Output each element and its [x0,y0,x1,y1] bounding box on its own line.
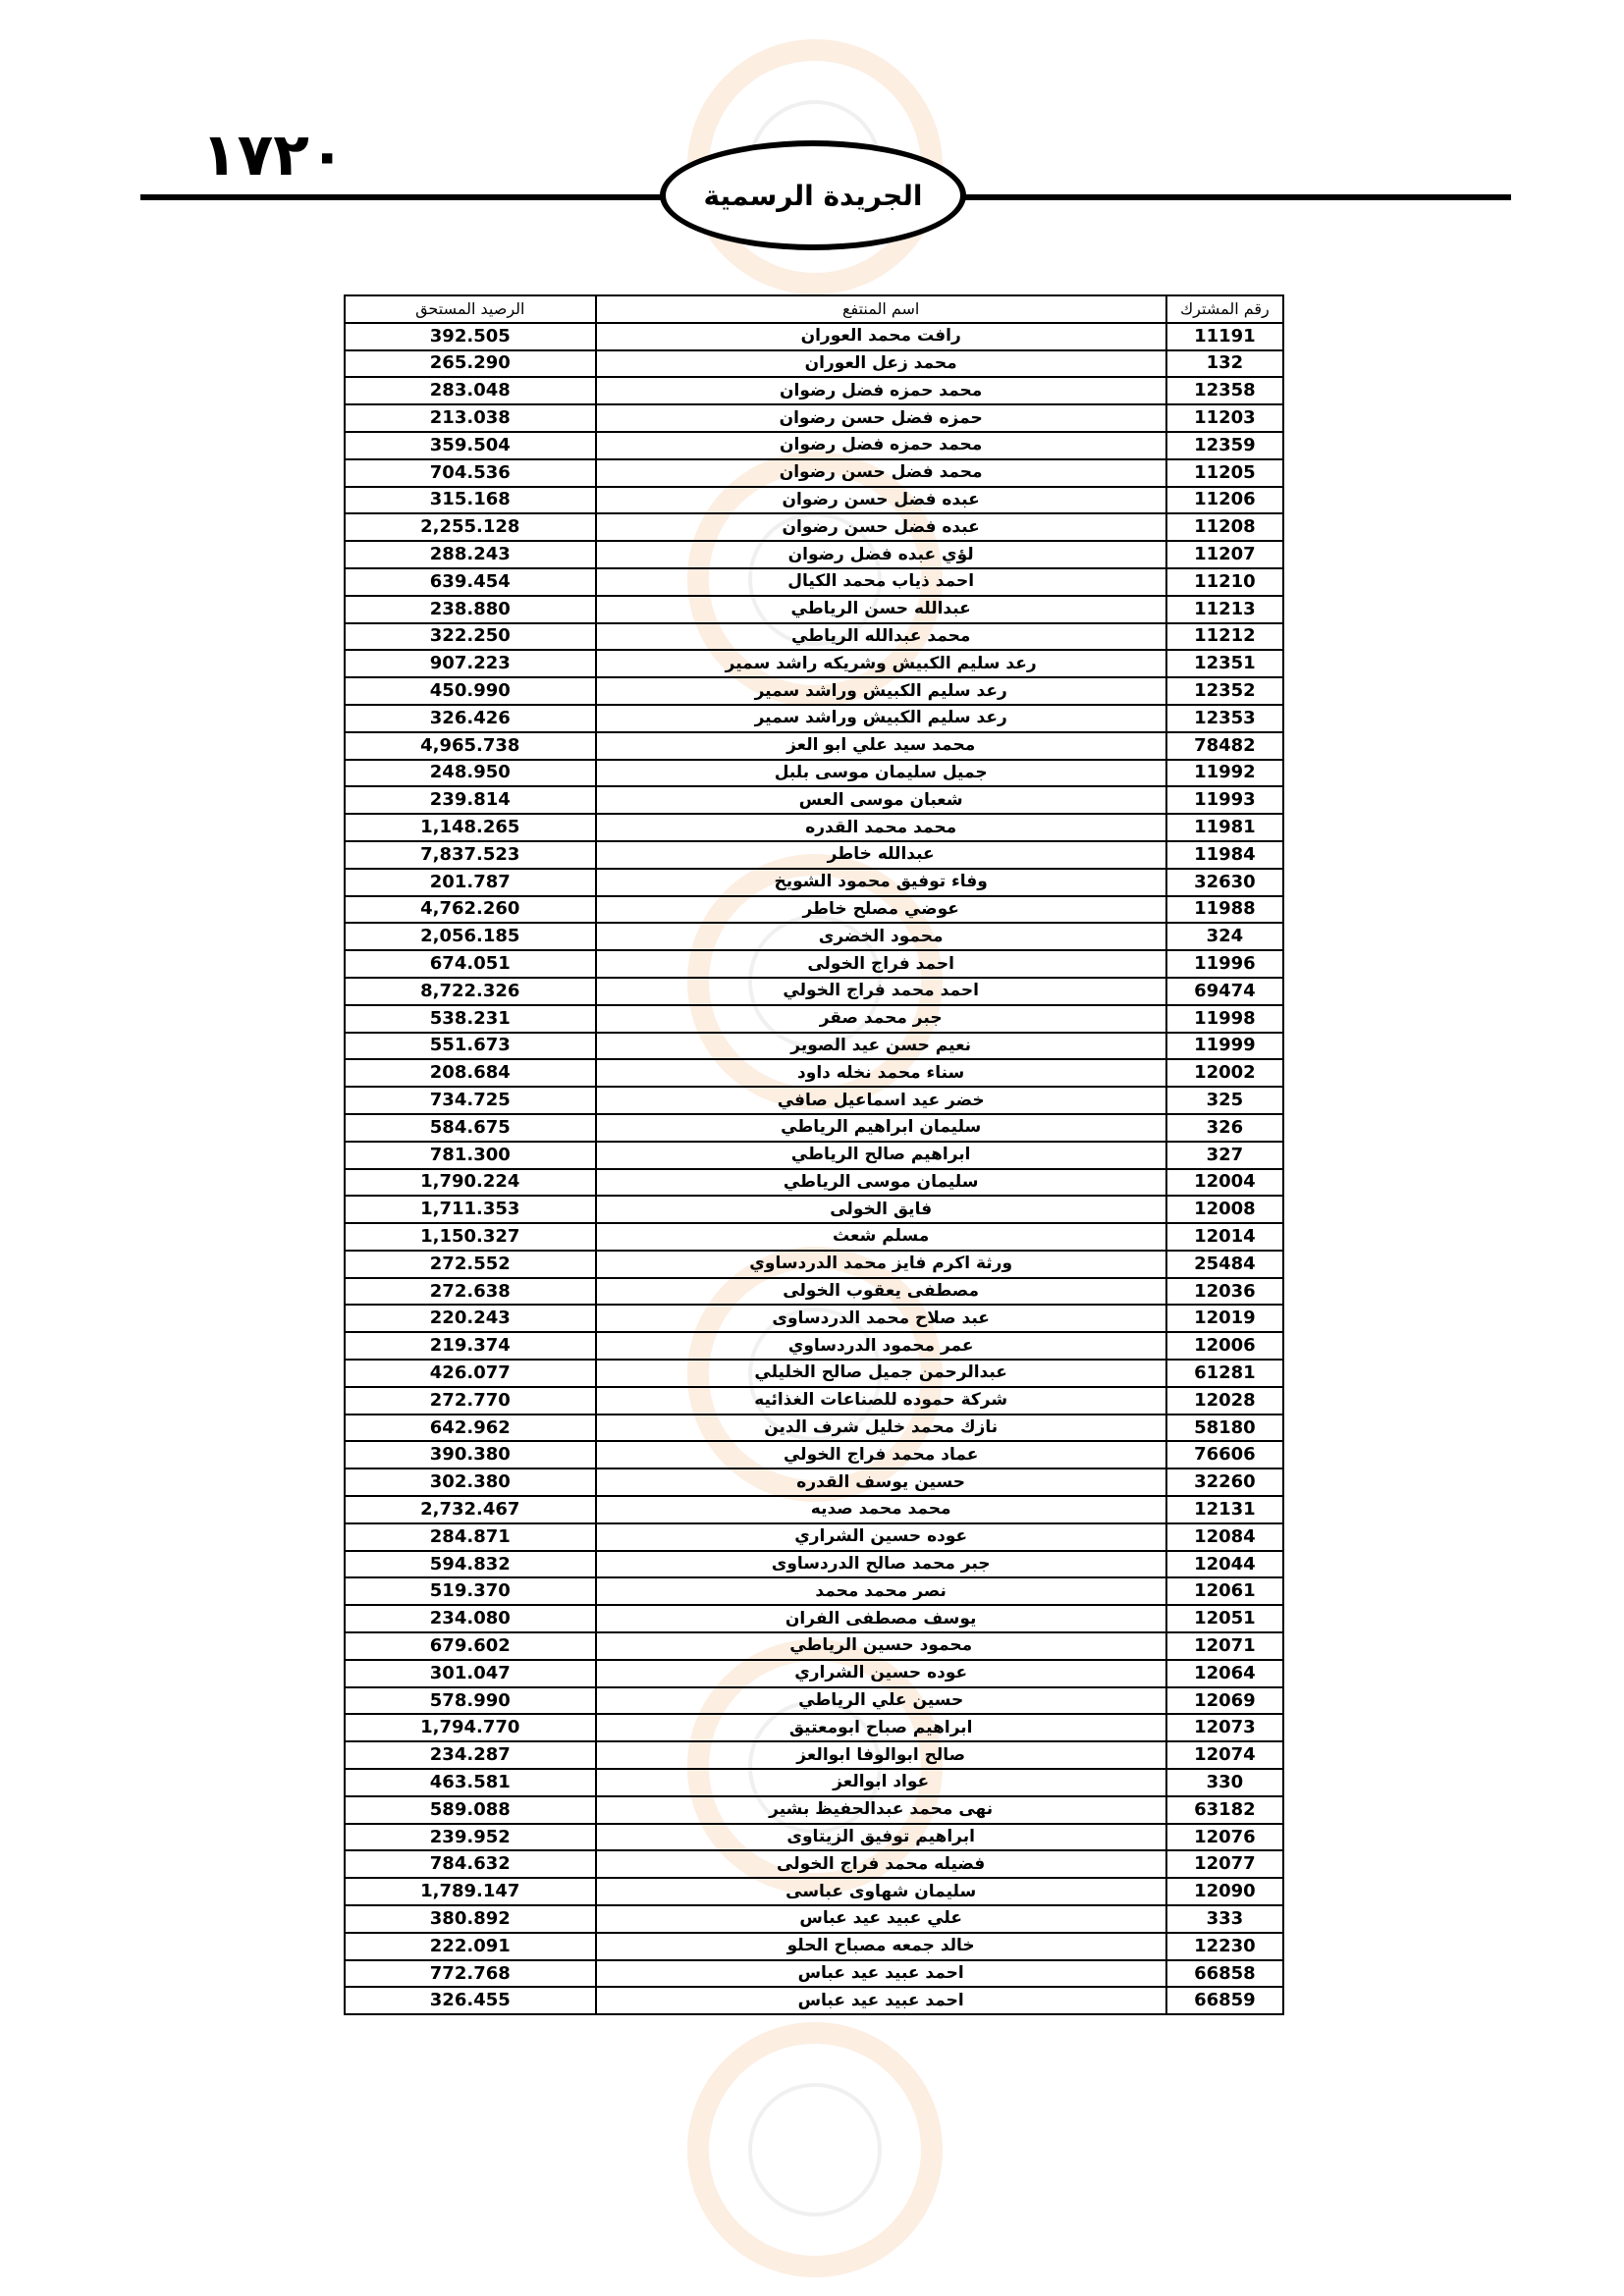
table-row [345,1468,1283,1496]
cell-balance-due: 288.243 [345,541,596,568]
table-row [345,1769,1283,1796]
cell-subscriber-number: 11191 [1166,323,1283,350]
cell-balance-due: 239.952 [345,1824,596,1851]
cell-beneficiary-name: عماد محمد فراج الخولي [596,1441,1166,1468]
cell-subscriber-number: 61281 [1166,1360,1283,1387]
cell-balance-due: 315.168 [345,487,596,514]
table-row [345,1905,1283,1933]
cell-beneficiary-name: عبدالرحمن جميل صالح الخليلي [596,1360,1166,1387]
cell-beneficiary-name: احمد عبيد عيد عباس [596,1960,1166,1988]
cell-balance-due: 594.832 [345,1551,596,1578]
cell-subscriber-number: 11998 [1166,1005,1283,1033]
table-row [345,323,1283,350]
cell-balance-due: 7,837.523 [345,841,596,869]
table-row [345,1714,1283,1741]
cell-subscriber-number: 11993 [1166,786,1283,814]
cell-balance-due: 639.454 [345,568,596,596]
cell-balance-due: 578.990 [345,1687,596,1715]
table-row [345,623,1283,651]
cell-subscriber-number: 12002 [1166,1059,1283,1087]
cell-beneficiary-name: سليمان ابراهيم الرياطي [596,1114,1166,1142]
cell-beneficiary-name: محمد محمد القدره [596,814,1166,841]
cell-subscriber-number: 333 [1166,1905,1283,1933]
cell-beneficiary-name: شركة حموده للصناعات الغذائيه [596,1387,1166,1415]
table-row [345,1605,1283,1632]
cell-beneficiary-name: عمر محمود الدردساوي [596,1332,1166,1360]
cell-balance-due: 907.223 [345,650,596,677]
cell-beneficiary-name: ابراهيم صالح الرياطي [596,1142,1166,1169]
table-row [345,1087,1283,1114]
cell-beneficiary-name: شعبان موسى العس [596,786,1166,814]
column-header-subscriber-number: رقم المشترك [1166,295,1283,323]
cell-beneficiary-name: جبر محمد صقر [596,1005,1166,1033]
cell-balance-due: 2,056.185 [345,923,596,950]
cell-balance-due: 589.088 [345,1796,596,1824]
cell-subscriber-number: 12051 [1166,1605,1283,1632]
cell-subscriber-number: 25484 [1166,1251,1283,1278]
table-row [345,1850,1283,1878]
cell-subscriber-number: 12077 [1166,1850,1283,1878]
cell-subscriber-number: 330 [1166,1769,1283,1796]
cell-subscriber-number: 12064 [1166,1660,1283,1687]
cell-balance-due: 519.370 [345,1577,596,1605]
cell-beneficiary-name: سناء محمد نخله داود [596,1059,1166,1087]
cell-balance-due: 1,150.327 [345,1223,596,1251]
cell-subscriber-number: 12044 [1166,1551,1283,1578]
cell-subscriber-number: 66859 [1166,1987,1283,2014]
cell-balance-due: 674.051 [345,950,596,978]
cell-balance-due: 2,732.467 [345,1496,596,1523]
table-row [345,1415,1283,1442]
cell-beneficiary-name: احمد ذياب محمد الكيال [596,568,1166,596]
cell-beneficiary-name: محمود حسين الرياطي [596,1632,1166,1660]
cell-subscriber-number: 12036 [1166,1278,1283,1306]
table-row [345,1987,1283,2014]
cell-beneficiary-name: احمد محمد فراج الخولي [596,978,1166,1005]
cell-balance-due: 201.787 [345,869,596,896]
cell-subscriber-number: 12008 [1166,1196,1283,1223]
table-row [345,541,1283,568]
cell-balance-due: 272.552 [345,1251,596,1278]
table-row [345,978,1283,1005]
cell-beneficiary-name: عوده حسين الشراري [596,1660,1166,1687]
cell-subscriber-number: 63182 [1166,1796,1283,1824]
cell-beneficiary-name: عوضي مصلح خاطر [596,896,1166,924]
table-row [345,814,1283,841]
cell-beneficiary-name: نصر محمد محمد [596,1577,1166,1605]
table-row [345,1142,1283,1169]
cell-subscriber-number: 76606 [1166,1441,1283,1468]
cell-balance-due: 265.290 [345,350,596,378]
cell-balance-due: 2,255.128 [345,513,596,541]
table-row [345,1387,1283,1415]
cell-beneficiary-name: فايق الخولى [596,1196,1166,1223]
cell-beneficiary-name: حمزه فضل حسن رضوان [596,404,1166,432]
cell-beneficiary-name: احمد فراج الخولى [596,950,1166,978]
cell-balance-due: 4,965.738 [345,732,596,760]
table-header-row [345,295,1283,323]
cell-subscriber-number: 11203 [1166,404,1283,432]
cell-balance-due: 551.673 [345,1033,596,1060]
cell-subscriber-number: 11213 [1166,596,1283,623]
cell-subscriber-number: 11981 [1166,814,1283,841]
cell-subscriber-number: 11992 [1166,760,1283,787]
table-row [345,432,1283,459]
cell-subscriber-number: 12071 [1166,1632,1283,1660]
cell-subscriber-number: 12353 [1166,705,1283,732]
cell-beneficiary-name: عبده فضل حسن رضوان [596,513,1166,541]
cell-subscriber-number: 12352 [1166,677,1283,705]
cell-balance-due: 234.080 [345,1605,596,1632]
table-row [345,350,1283,378]
cell-beneficiary-name: محمد حمزه فضل رضوان [596,432,1166,459]
cell-subscriber-number: 327 [1166,1142,1283,1169]
table-row [345,869,1283,896]
cell-subscriber-number: 12359 [1166,432,1283,459]
cell-balance-due: 359.504 [345,432,596,459]
table-body [345,323,1283,2014]
cell-balance-due: 1,711.353 [345,1196,596,1223]
table-row [345,1005,1283,1033]
table-row [345,377,1283,404]
cell-beneficiary-name: رافت محمد العوران [596,323,1166,350]
cell-subscriber-number: 12351 [1166,650,1283,677]
cell-balance-due: 426.077 [345,1360,596,1387]
cell-subscriber-number: 11206 [1166,487,1283,514]
cell-beneficiary-name: علي عبيد عيد عباس [596,1905,1166,1933]
table-row [345,650,1283,677]
table-row [345,1059,1283,1087]
table-row [345,1577,1283,1605]
cell-subscriber-number: 32630 [1166,869,1283,896]
table-row [345,1223,1283,1251]
gazette-title: الجريدة الرسمية [703,179,923,212]
table-row [345,1360,1283,1387]
table-row [345,732,1283,760]
cell-balance-due: 283.048 [345,377,596,404]
cell-subscriber-number: 12090 [1166,1878,1283,1905]
cell-subscriber-number: 12014 [1166,1223,1283,1251]
table-row [345,487,1283,514]
table-row [345,677,1283,705]
cell-balance-due: 781.300 [345,1142,596,1169]
cell-beneficiary-name: نهى محمد عبدالحفيظ بشير [596,1796,1166,1824]
table-row [345,1441,1283,1468]
cell-balance-due: 4,762.260 [345,896,596,924]
cell-subscriber-number: 11988 [1166,896,1283,924]
cell-subscriber-number: 12230 [1166,1933,1283,1960]
column-header-beneficiary-name: اسم المنتفع [596,295,1166,323]
table-row [345,923,1283,950]
cell-balance-due: 538.231 [345,1005,596,1033]
cell-beneficiary-name: نازك محمد خليل شرف الدين [596,1415,1166,1442]
cell-balance-due: 584.675 [345,1114,596,1142]
cell-subscriber-number: 12019 [1166,1305,1283,1332]
cell-balance-due: 302.380 [345,1468,596,1496]
column-header-balance-due: الرصيد المستحق [345,295,596,323]
cell-balance-due: 208.684 [345,1059,596,1087]
cell-beneficiary-name: فضيله محمد فراج الخولى [596,1850,1166,1878]
cell-beneficiary-name: محمد زعل العوران [596,350,1166,378]
cell-beneficiary-name: محمود الخضرى [596,923,1166,950]
cell-subscriber-number: 11212 [1166,623,1283,651]
table-row [345,1824,1283,1851]
cell-beneficiary-name: سليمان موسى الرياطي [596,1169,1166,1197]
cell-beneficiary-name: احمد عبيد عيد عباس [596,1987,1166,2014]
cell-beneficiary-name: محمد فضل حسن رضوان [596,459,1166,487]
cell-beneficiary-name: محمد عبدالله الرياطي [596,623,1166,651]
table-row [345,1523,1283,1551]
cell-subscriber-number: 58180 [1166,1415,1283,1442]
cell-balance-due: 326.426 [345,705,596,732]
table-row [345,1332,1283,1360]
cell-balance-due: 679.602 [345,1632,596,1660]
cell-balance-due: 8,722.326 [345,978,596,1005]
table-row [345,1878,1283,1905]
cell-beneficiary-name: مصطفى يعقوب الخولى [596,1278,1166,1306]
cell-beneficiary-name: مسلم شعث [596,1223,1166,1251]
cell-balance-due: 1,790.224 [345,1169,596,1197]
cell-balance-due: 238.880 [345,596,596,623]
table-row [345,1278,1283,1306]
cell-subscriber-number: 32260 [1166,1468,1283,1496]
cell-subscriber-number: 11205 [1166,459,1283,487]
table-row [345,1660,1283,1687]
cell-subscriber-number: 12028 [1166,1387,1283,1415]
cell-beneficiary-name: عوده حسين الشراري [596,1523,1166,1551]
table-row [345,950,1283,978]
cell-subscriber-number: 11984 [1166,841,1283,869]
cell-balance-due: 213.038 [345,404,596,432]
cell-balance-due: 704.536 [345,459,596,487]
watermark-logo [687,2022,943,2277]
cell-beneficiary-name: عبد صلاح محمد الدردساوى [596,1305,1166,1332]
cell-subscriber-number: 326 [1166,1114,1283,1142]
subscribers-table [344,294,1284,2015]
cell-beneficiary-name: جبر محمد صالح الدردساوى [596,1551,1166,1578]
cell-balance-due: 772.768 [345,1960,596,1988]
cell-balance-due: 1,794.770 [345,1714,596,1741]
cell-balance-due: 390.380 [345,1441,596,1468]
cell-beneficiary-name: خضر عيد اسماعيل صافي [596,1087,1166,1114]
cell-beneficiary-name: ورثة اكرم فايز محمد الدردساوي [596,1251,1166,1278]
cell-subscriber-number: 12131 [1166,1496,1283,1523]
cell-subscriber-number: 11207 [1166,541,1283,568]
cell-beneficiary-name: حسين علي الرياطي [596,1687,1166,1715]
table-row [345,1496,1283,1523]
table-row [345,896,1283,924]
cell-subscriber-number: 12074 [1166,1741,1283,1769]
cell-beneficiary-name: حسين يوسف القدره [596,1468,1166,1496]
cell-beneficiary-name: ابراهيم توفيق الزيتاوى [596,1824,1166,1851]
cell-beneficiary-name: عبدالله حسن الرياطي [596,596,1166,623]
table-row [345,760,1283,787]
cell-beneficiary-name: وفاء توفيق محمود الشويخ [596,869,1166,896]
table-row [345,459,1283,487]
table-row [345,705,1283,732]
cell-balance-due: 734.725 [345,1087,596,1114]
table-row [345,1741,1283,1769]
table-row [345,1196,1283,1223]
cell-subscriber-number: 12084 [1166,1523,1283,1551]
cell-subscriber-number: 132 [1166,350,1283,378]
cell-subscriber-number: 12004 [1166,1169,1283,1197]
cell-balance-due: 380.892 [345,1905,596,1933]
cell-subscriber-number: 66858 [1166,1960,1283,1988]
table-row [345,1169,1283,1197]
cell-balance-due: 784.632 [345,1850,596,1878]
cell-beneficiary-name: محمد سيد علي ابو العز [596,732,1166,760]
cell-balance-due: 301.047 [345,1660,596,1687]
table-row [345,1960,1283,1988]
cell-subscriber-number: 11996 [1166,950,1283,978]
cell-subscriber-number: 12073 [1166,1714,1283,1741]
table-row [345,1305,1283,1332]
cell-beneficiary-name: سليمان شهاوى عباسى [596,1878,1166,1905]
cell-beneficiary-name: عبده فضل حسن رضوان [596,487,1166,514]
cell-subscriber-number: 11208 [1166,513,1283,541]
table-row [345,404,1283,432]
cell-balance-due: 322.250 [345,623,596,651]
cell-beneficiary-name: رعد سليم الكبيش وراشد سمير [596,677,1166,705]
cell-balance-due: 272.638 [345,1278,596,1306]
cell-subscriber-number: 11999 [1166,1033,1283,1060]
cell-balance-due: 248.950 [345,760,596,787]
table-row [345,1114,1283,1142]
cell-balance-due: 1,148.265 [345,814,596,841]
cell-subscriber-number: 324 [1166,923,1283,950]
cell-subscriber-number: 325 [1166,1087,1283,1114]
cell-subscriber-number: 12069 [1166,1687,1283,1715]
cell-beneficiary-name: صالح ابوالوفا ابوالعز [596,1741,1166,1769]
cell-beneficiary-name: محمد محمد صديه [596,1496,1166,1523]
cell-balance-due: 284.871 [345,1523,596,1551]
cell-beneficiary-name: جميل سليمان موسى بلبل [596,760,1166,787]
cell-beneficiary-name: رعد سليم الكبيش وراشد سمير [596,705,1166,732]
cell-subscriber-number: 12061 [1166,1577,1283,1605]
cell-subscriber-number: 12358 [1166,377,1283,404]
cell-beneficiary-name: خالد جمعه مصباح الحلو [596,1933,1166,1960]
page-number: ١٧٢٠ [201,121,346,189]
cell-beneficiary-name: يوسف مصطفى الفران [596,1605,1166,1632]
cell-beneficiary-name: عواد ابوالعز [596,1769,1166,1796]
cell-balance-due: 220.243 [345,1305,596,1332]
table-row [345,1687,1283,1715]
table-row [345,596,1283,623]
cell-balance-due: 326.455 [345,1987,596,2014]
cell-beneficiary-name: محمد حمزه فضل رضوان [596,377,1166,404]
cell-balance-due: 222.091 [345,1933,596,1960]
cell-subscriber-number: 78482 [1166,732,1283,760]
table-row [345,1033,1283,1060]
table-row [345,1796,1283,1824]
cell-beneficiary-name: رعد سليم الكبيش وشريكه راشد سمير [596,650,1166,677]
table-row [345,1933,1283,1960]
cell-beneficiary-name: عبدالله خاطر [596,841,1166,869]
cell-balance-due: 239.814 [345,786,596,814]
header-oval [660,140,966,250]
cell-balance-due: 234.287 [345,1741,596,1769]
cell-beneficiary-name: لؤي عبده فضل رضوان [596,541,1166,568]
table-row [345,786,1283,814]
table-row [345,841,1283,869]
table-row [345,513,1283,541]
cell-balance-due: 1,789.147 [345,1878,596,1905]
cell-balance-due: 642.962 [345,1415,596,1442]
cell-subscriber-number: 69474 [1166,978,1283,1005]
table-row [345,1632,1283,1660]
cell-beneficiary-name: نعيم حسن عيد الصوير [596,1033,1166,1060]
cell-subscriber-number: 12076 [1166,1824,1283,1851]
cell-balance-due: 463.581 [345,1769,596,1796]
cell-balance-due: 392.505 [345,323,596,350]
cell-balance-due: 450.990 [345,677,596,705]
cell-subscriber-number: 11210 [1166,568,1283,596]
cell-subscriber-number: 12006 [1166,1332,1283,1360]
cell-balance-due: 219.374 [345,1332,596,1360]
table-row [345,1551,1283,1578]
table-row [345,568,1283,596]
table-row [345,1251,1283,1278]
cell-beneficiary-name: ابراهيم صباح ابومعتيق [596,1714,1166,1741]
cell-balance-due: 272.770 [345,1387,596,1415]
